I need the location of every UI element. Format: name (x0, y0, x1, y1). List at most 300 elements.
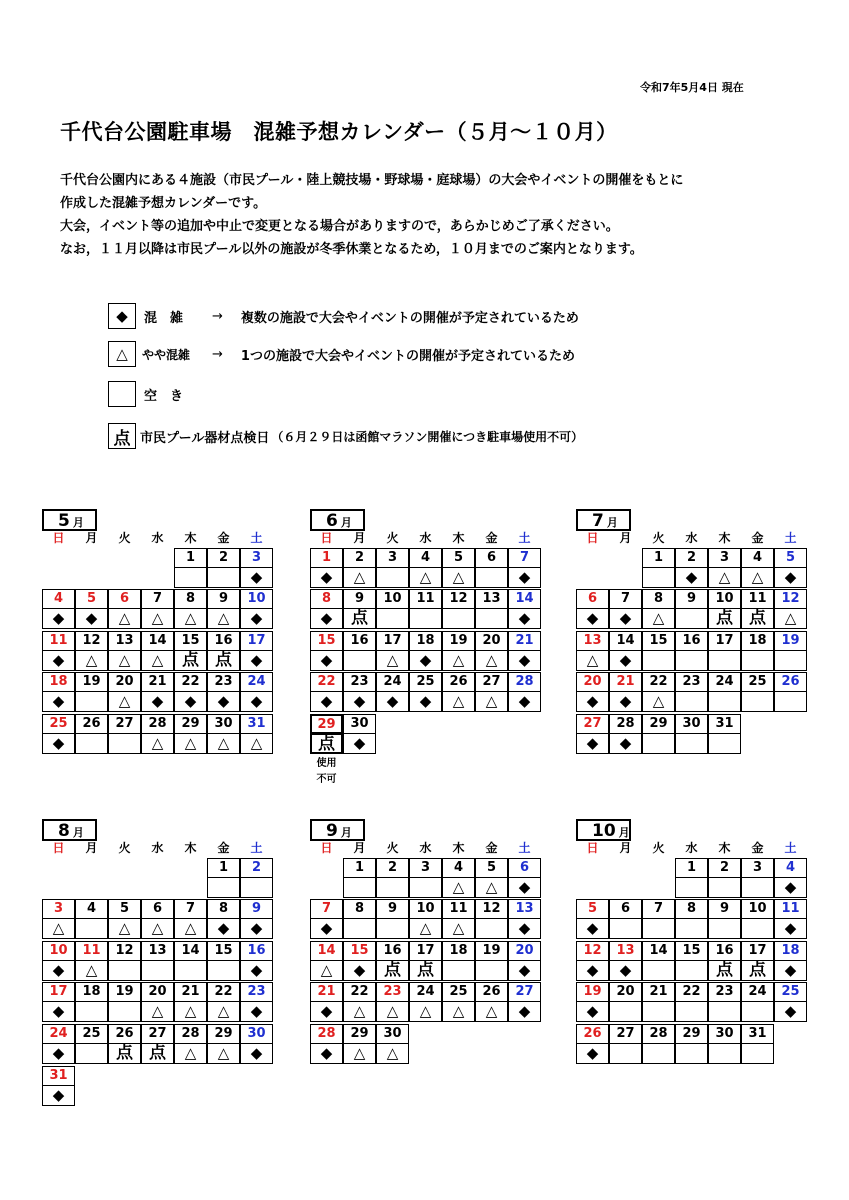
day-status (343, 650, 376, 671)
day-number: 1 (207, 858, 240, 878)
day-status (609, 918, 642, 939)
day-status (708, 650, 741, 671)
day-status: △ (442, 918, 475, 939)
day-number: 16 (207, 631, 240, 651)
day-number: 27 (475, 672, 508, 692)
day-status: △ (310, 960, 343, 981)
day-number: 4 (741, 548, 774, 568)
day-number: 22 (207, 982, 240, 1002)
day-status: 点 (708, 608, 741, 629)
intro-line: 作成した混雑予想カレンダーです。 (60, 196, 267, 211)
day-number: 31 (42, 1066, 75, 1086)
day-number: 29 (642, 714, 675, 734)
day-status: △ (174, 608, 207, 629)
legend-label: 市民プール器材点検日 (140, 430, 270, 446)
day-status: 点 (741, 608, 774, 629)
month-number: 9 (326, 821, 338, 841)
day-number: 12 (576, 941, 609, 961)
day-number: 15 (642, 631, 675, 651)
day-status: △ (741, 567, 774, 588)
month-label (576, 509, 631, 531)
day-number: 7 (508, 548, 541, 568)
day-number: 19 (108, 982, 141, 1002)
day-status: ◆ (576, 691, 609, 712)
day-status: △ (108, 608, 141, 629)
day-number: 23 (376, 982, 409, 1002)
day-status (207, 960, 240, 981)
day-number: 1 (343, 858, 376, 878)
day-number: 13 (475, 589, 508, 609)
day-number: 17 (741, 941, 774, 961)
day-status: ◆ (240, 1001, 273, 1022)
day-number: 8 (642, 589, 675, 609)
day-number: 7 (174, 899, 207, 919)
day-number: 8 (174, 589, 207, 609)
month-number: 10 (592, 821, 616, 841)
day-status: △ (442, 877, 475, 898)
day-status: ◆ (508, 650, 541, 671)
day-status (642, 960, 675, 981)
day-number: 28 (508, 672, 541, 692)
day-status: ◆ (240, 960, 273, 981)
day-number: 18 (42, 672, 75, 692)
day-status: ◆ (609, 650, 642, 671)
day-number: 20 (108, 672, 141, 692)
legend-row-available (108, 380, 183, 408)
day-number: 9 (675, 589, 708, 609)
day-number: 27 (141, 1024, 174, 1044)
weekday-header: 火 (386, 531, 399, 545)
day-status (741, 1001, 774, 1022)
day-status: 点 (141, 1043, 174, 1064)
day-number: 7 (642, 899, 675, 919)
day-status: △ (376, 650, 409, 671)
day-number: 2 (376, 858, 409, 878)
day-status (343, 877, 376, 898)
day-number: 21 (310, 982, 343, 1002)
day-number: 27 (508, 982, 541, 1002)
weekday-header: 金 (485, 841, 498, 855)
day-number: 28 (141, 714, 174, 734)
month-number: 8 (58, 821, 70, 841)
day-number: 12 (442, 589, 475, 609)
day-status: △ (141, 1001, 174, 1022)
day-number: 26 (75, 714, 108, 734)
day-status: ◆ (42, 733, 75, 754)
day-status: △ (442, 1001, 475, 1022)
day-status: ◆ (609, 960, 642, 981)
day-status: △ (475, 650, 508, 671)
day-status: ◆ (42, 650, 75, 671)
day-status: △ (576, 650, 609, 671)
day-status: ◆ (240, 1043, 273, 1064)
day-number: 25 (409, 672, 442, 692)
day-status: △ (141, 733, 174, 754)
day-number: 28 (174, 1024, 207, 1044)
day-number: 10 (42, 941, 75, 961)
day-status (642, 567, 675, 588)
day-status: △ (475, 691, 508, 712)
day-status: △ (141, 918, 174, 939)
day-number: 23 (207, 672, 240, 692)
day-number: 7 (609, 589, 642, 609)
day-number: 26 (475, 982, 508, 1002)
day-status (741, 918, 774, 939)
day-status: △ (376, 1001, 409, 1022)
day-number: 3 (42, 899, 75, 919)
day-number: 14 (642, 941, 675, 961)
month-suffix: 月 (340, 826, 352, 839)
day-status (75, 918, 108, 939)
day-status: ◆ (42, 608, 75, 629)
weekday-header: 金 (217, 841, 230, 855)
day-status (708, 691, 741, 712)
weekday-header: 木 (718, 531, 731, 545)
day-status (774, 691, 807, 712)
day-number: 4 (774, 858, 807, 878)
day-status (475, 918, 508, 939)
day-status: ◆ (508, 918, 541, 939)
day-status (174, 960, 207, 981)
unavailable-note (310, 756, 343, 788)
day-number: 12 (774, 589, 807, 609)
day-status (675, 650, 708, 671)
weekday-header: 火 (118, 531, 131, 545)
note-line: 不可 (316, 773, 337, 785)
day-number: 9 (376, 899, 409, 919)
day-number: 5 (75, 589, 108, 609)
day-number: 4 (75, 899, 108, 919)
day-number: 8 (343, 899, 376, 919)
day-status: △ (708, 567, 741, 588)
day-status: ◆ (310, 918, 343, 939)
day-number: 17 (42, 982, 75, 1002)
day-number: 6 (576, 589, 609, 609)
day-number: 28 (642, 1024, 675, 1044)
day-status: ◆ (576, 608, 609, 629)
day-number: 1 (174, 548, 207, 568)
day-number: 14 (609, 631, 642, 651)
day-number: 5 (475, 858, 508, 878)
weekday-header: 月 (85, 531, 98, 545)
day-status: △ (174, 1001, 207, 1022)
day-status (240, 877, 273, 898)
day-number: 20 (508, 941, 541, 961)
intro-line: 千代台公園内にある４施設（市民プール・陸上競技場・野球場・庭球場）の大会やイベントの開催をもとに (60, 173, 684, 188)
legend-arrow: → (212, 308, 223, 324)
weekday-header: 土 (518, 841, 531, 855)
intro-line: 大会，イベント等の追加や中止で変更となる場合がありますので，あらかじめご了承ください。 (60, 219, 619, 234)
day-number: 21 (174, 982, 207, 1002)
day-status: ◆ (310, 650, 343, 671)
day-number: 23 (240, 982, 273, 1002)
day-number: 17 (708, 631, 741, 651)
day-status (108, 1001, 141, 1022)
day-status: ◆ (310, 608, 343, 629)
day-number: 22 (174, 672, 207, 692)
month-number: 7 (592, 511, 604, 531)
weekday-header: 金 (751, 841, 764, 855)
day-number: 13 (508, 899, 541, 919)
day-status (376, 567, 409, 588)
day-status: ◆ (609, 733, 642, 754)
day-status (442, 608, 475, 629)
day-status: ◆ (609, 608, 642, 629)
weekday-header: 日 (586, 531, 599, 545)
weekday-header: 水 (685, 841, 698, 855)
day-number: 31 (708, 714, 741, 734)
legend-row-crowded (108, 302, 579, 330)
weekday-header: 水 (685, 531, 698, 545)
weekday-header: 水 (419, 531, 432, 545)
day-status (708, 877, 741, 898)
day-status (642, 918, 675, 939)
day-number: 3 (741, 858, 774, 878)
day-status: ◆ (576, 1001, 609, 1022)
day-status (675, 1001, 708, 1022)
day-status: ◆ (343, 691, 376, 712)
day-number: 9 (343, 589, 376, 609)
day-number: 22 (675, 982, 708, 1002)
day-number: 14 (310, 941, 343, 961)
day-status (675, 877, 708, 898)
day-number: 14 (141, 631, 174, 651)
day-status: ◆ (42, 960, 75, 981)
day-number: 12 (475, 899, 508, 919)
day-number: 29 (343, 1024, 376, 1044)
day-number: 2 (708, 858, 741, 878)
day-number: 6 (108, 589, 141, 609)
day-status: △ (642, 691, 675, 712)
weekday-header: 水 (419, 841, 432, 855)
day-number: 15 (343, 941, 376, 961)
day-number: 12 (108, 941, 141, 961)
day-number: 1 (310, 548, 343, 568)
weekday-header: 日 (586, 841, 599, 855)
day-status (174, 567, 207, 588)
day-number: 14 (508, 589, 541, 609)
day-status (75, 733, 108, 754)
day-status (675, 733, 708, 754)
day-number: 6 (508, 858, 541, 878)
legend-symbol: 点 (108, 423, 136, 449)
weekday-header: 土 (250, 841, 263, 855)
page-title: 千代台公園駐車場 混雑予想カレンダー（５月～１０月） (60, 120, 618, 144)
day-number: 23 (343, 672, 376, 692)
day-status (75, 691, 108, 712)
day-number: 27 (576, 714, 609, 734)
day-status: ◆ (508, 960, 541, 981)
day-number: 15 (675, 941, 708, 961)
day-status (774, 650, 807, 671)
day-number: 25 (442, 982, 475, 1002)
day-number: 6 (141, 899, 174, 919)
day-status: ◆ (508, 608, 541, 629)
weekday-header: 金 (751, 531, 764, 545)
weekday-header: 水 (151, 531, 164, 545)
day-status: ◆ (576, 960, 609, 981)
day-status: △ (475, 877, 508, 898)
day-number: 2 (343, 548, 376, 568)
day-status: ◆ (576, 1043, 609, 1064)
day-status: △ (174, 1043, 207, 1064)
legend-symbol: △ (108, 341, 136, 367)
day-number: 10 (409, 899, 442, 919)
legend-label: 空 き (144, 388, 184, 404)
day-status: ◆ (75, 608, 108, 629)
day-number: 6 (609, 899, 642, 919)
day-status (675, 608, 708, 629)
weekday-header: 木 (718, 841, 731, 855)
day-number: 11 (409, 589, 442, 609)
day-number: 8 (675, 899, 708, 919)
day-status: ◆ (576, 918, 609, 939)
day-status: ◆ (508, 1001, 541, 1022)
day-number: 11 (741, 589, 774, 609)
day-number: 11 (442, 899, 475, 919)
day-status (475, 567, 508, 588)
day-status (609, 1043, 642, 1064)
day-number: 20 (576, 672, 609, 692)
day-status: ◆ (774, 1001, 807, 1022)
day-number: 13 (141, 941, 174, 961)
day-number: 11 (75, 941, 108, 961)
day-status: ◆ (42, 1043, 75, 1064)
day-number: 28 (310, 1024, 343, 1044)
day-status: △ (240, 733, 273, 754)
day-number: 24 (409, 982, 442, 1002)
day-number: 20 (609, 982, 642, 1002)
day-number: 11 (774, 899, 807, 919)
day-status: △ (207, 1001, 240, 1022)
weekday-header: 土 (518, 531, 531, 545)
day-status: ◆ (240, 650, 273, 671)
day-number: 21 (508, 631, 541, 651)
day-number: 27 (108, 714, 141, 734)
day-status: ◆ (508, 567, 541, 588)
day-status (741, 1043, 774, 1064)
day-number: 26 (576, 1024, 609, 1044)
day-status: △ (75, 650, 108, 671)
day-number: 30 (708, 1024, 741, 1044)
day-status (442, 960, 475, 981)
day-number: 26 (442, 672, 475, 692)
day-number: 17 (376, 631, 409, 651)
day-status: 点 (343, 608, 376, 629)
weekday-header: 日 (320, 531, 333, 545)
day-number: 9 (207, 589, 240, 609)
weekday-header: 火 (386, 841, 399, 855)
day-number: 2 (240, 858, 273, 878)
day-number: 8 (310, 589, 343, 609)
day-number: 18 (774, 941, 807, 961)
day-number: 21 (141, 672, 174, 692)
day-status: △ (376, 1043, 409, 1064)
day-number: 30 (207, 714, 240, 734)
day-status (642, 1043, 675, 1064)
day-status: 点 (108, 1043, 141, 1064)
day-status (376, 608, 409, 629)
day-status (642, 733, 675, 754)
day-number: 29 (174, 714, 207, 734)
day-number: 19 (475, 941, 508, 961)
day-number: 29 (675, 1024, 708, 1044)
day-number: 19 (75, 672, 108, 692)
day-status: △ (42, 918, 75, 939)
day-number: 10 (741, 899, 774, 919)
day-status: ◆ (508, 877, 541, 898)
day-number: 15 (310, 631, 343, 651)
day-status (207, 567, 240, 588)
day-status: △ (141, 608, 174, 629)
month-label (42, 509, 97, 531)
day-number: 6 (475, 548, 508, 568)
legend-label: 混 雑 (144, 310, 184, 326)
day-status: ◆ (774, 567, 807, 588)
month-suffix: 月 (340, 516, 352, 529)
day-number: 5 (576, 899, 609, 919)
day-status (741, 691, 774, 712)
day-number: 25 (774, 982, 807, 1002)
day-status (642, 650, 675, 671)
day-status (675, 918, 708, 939)
day-number: 3 (240, 548, 273, 568)
day-number: 13 (108, 631, 141, 651)
day-status (207, 877, 240, 898)
day-status: ◆ (774, 918, 807, 939)
day-status (708, 1001, 741, 1022)
day-number: 18 (741, 631, 774, 651)
day-status: ◆ (609, 691, 642, 712)
day-number: 30 (343, 714, 376, 734)
day-number: 8 (207, 899, 240, 919)
weekday-header: 火 (652, 531, 665, 545)
legend-row-inspection (108, 422, 583, 450)
day-status: ◆ (376, 691, 409, 712)
day-status: △ (642, 608, 675, 629)
day-number: 1 (675, 858, 708, 878)
day-number: 20 (141, 982, 174, 1002)
day-status (75, 1001, 108, 1022)
day-number: 2 (675, 548, 708, 568)
day-status: ◆ (207, 918, 240, 939)
day-number: 15 (174, 631, 207, 651)
day-status (409, 877, 442, 898)
day-number: 16 (343, 631, 376, 651)
day-status (475, 608, 508, 629)
legend-label: やや混雑 (142, 347, 191, 362)
day-number: 20 (475, 631, 508, 651)
legend-symbol: ◆ (108, 303, 136, 329)
weekday-header: 日 (52, 841, 65, 855)
month-suffix: 月 (72, 516, 84, 529)
day-number: 11 (42, 631, 75, 651)
day-status (642, 1001, 675, 1022)
weekday-header: 火 (652, 841, 665, 855)
day-number: 16 (675, 631, 708, 651)
day-status (475, 960, 508, 981)
day-status: △ (442, 650, 475, 671)
day-status: △ (75, 960, 108, 981)
weekday-header: 水 (151, 841, 164, 855)
day-status (343, 918, 376, 939)
day-status: △ (774, 608, 807, 629)
weekday-header: 金 (217, 531, 230, 545)
legend-row-somewhat-crowded (108, 340, 575, 368)
day-number: 29 (310, 714, 343, 734)
month-label (576, 819, 631, 841)
day-status (708, 918, 741, 939)
